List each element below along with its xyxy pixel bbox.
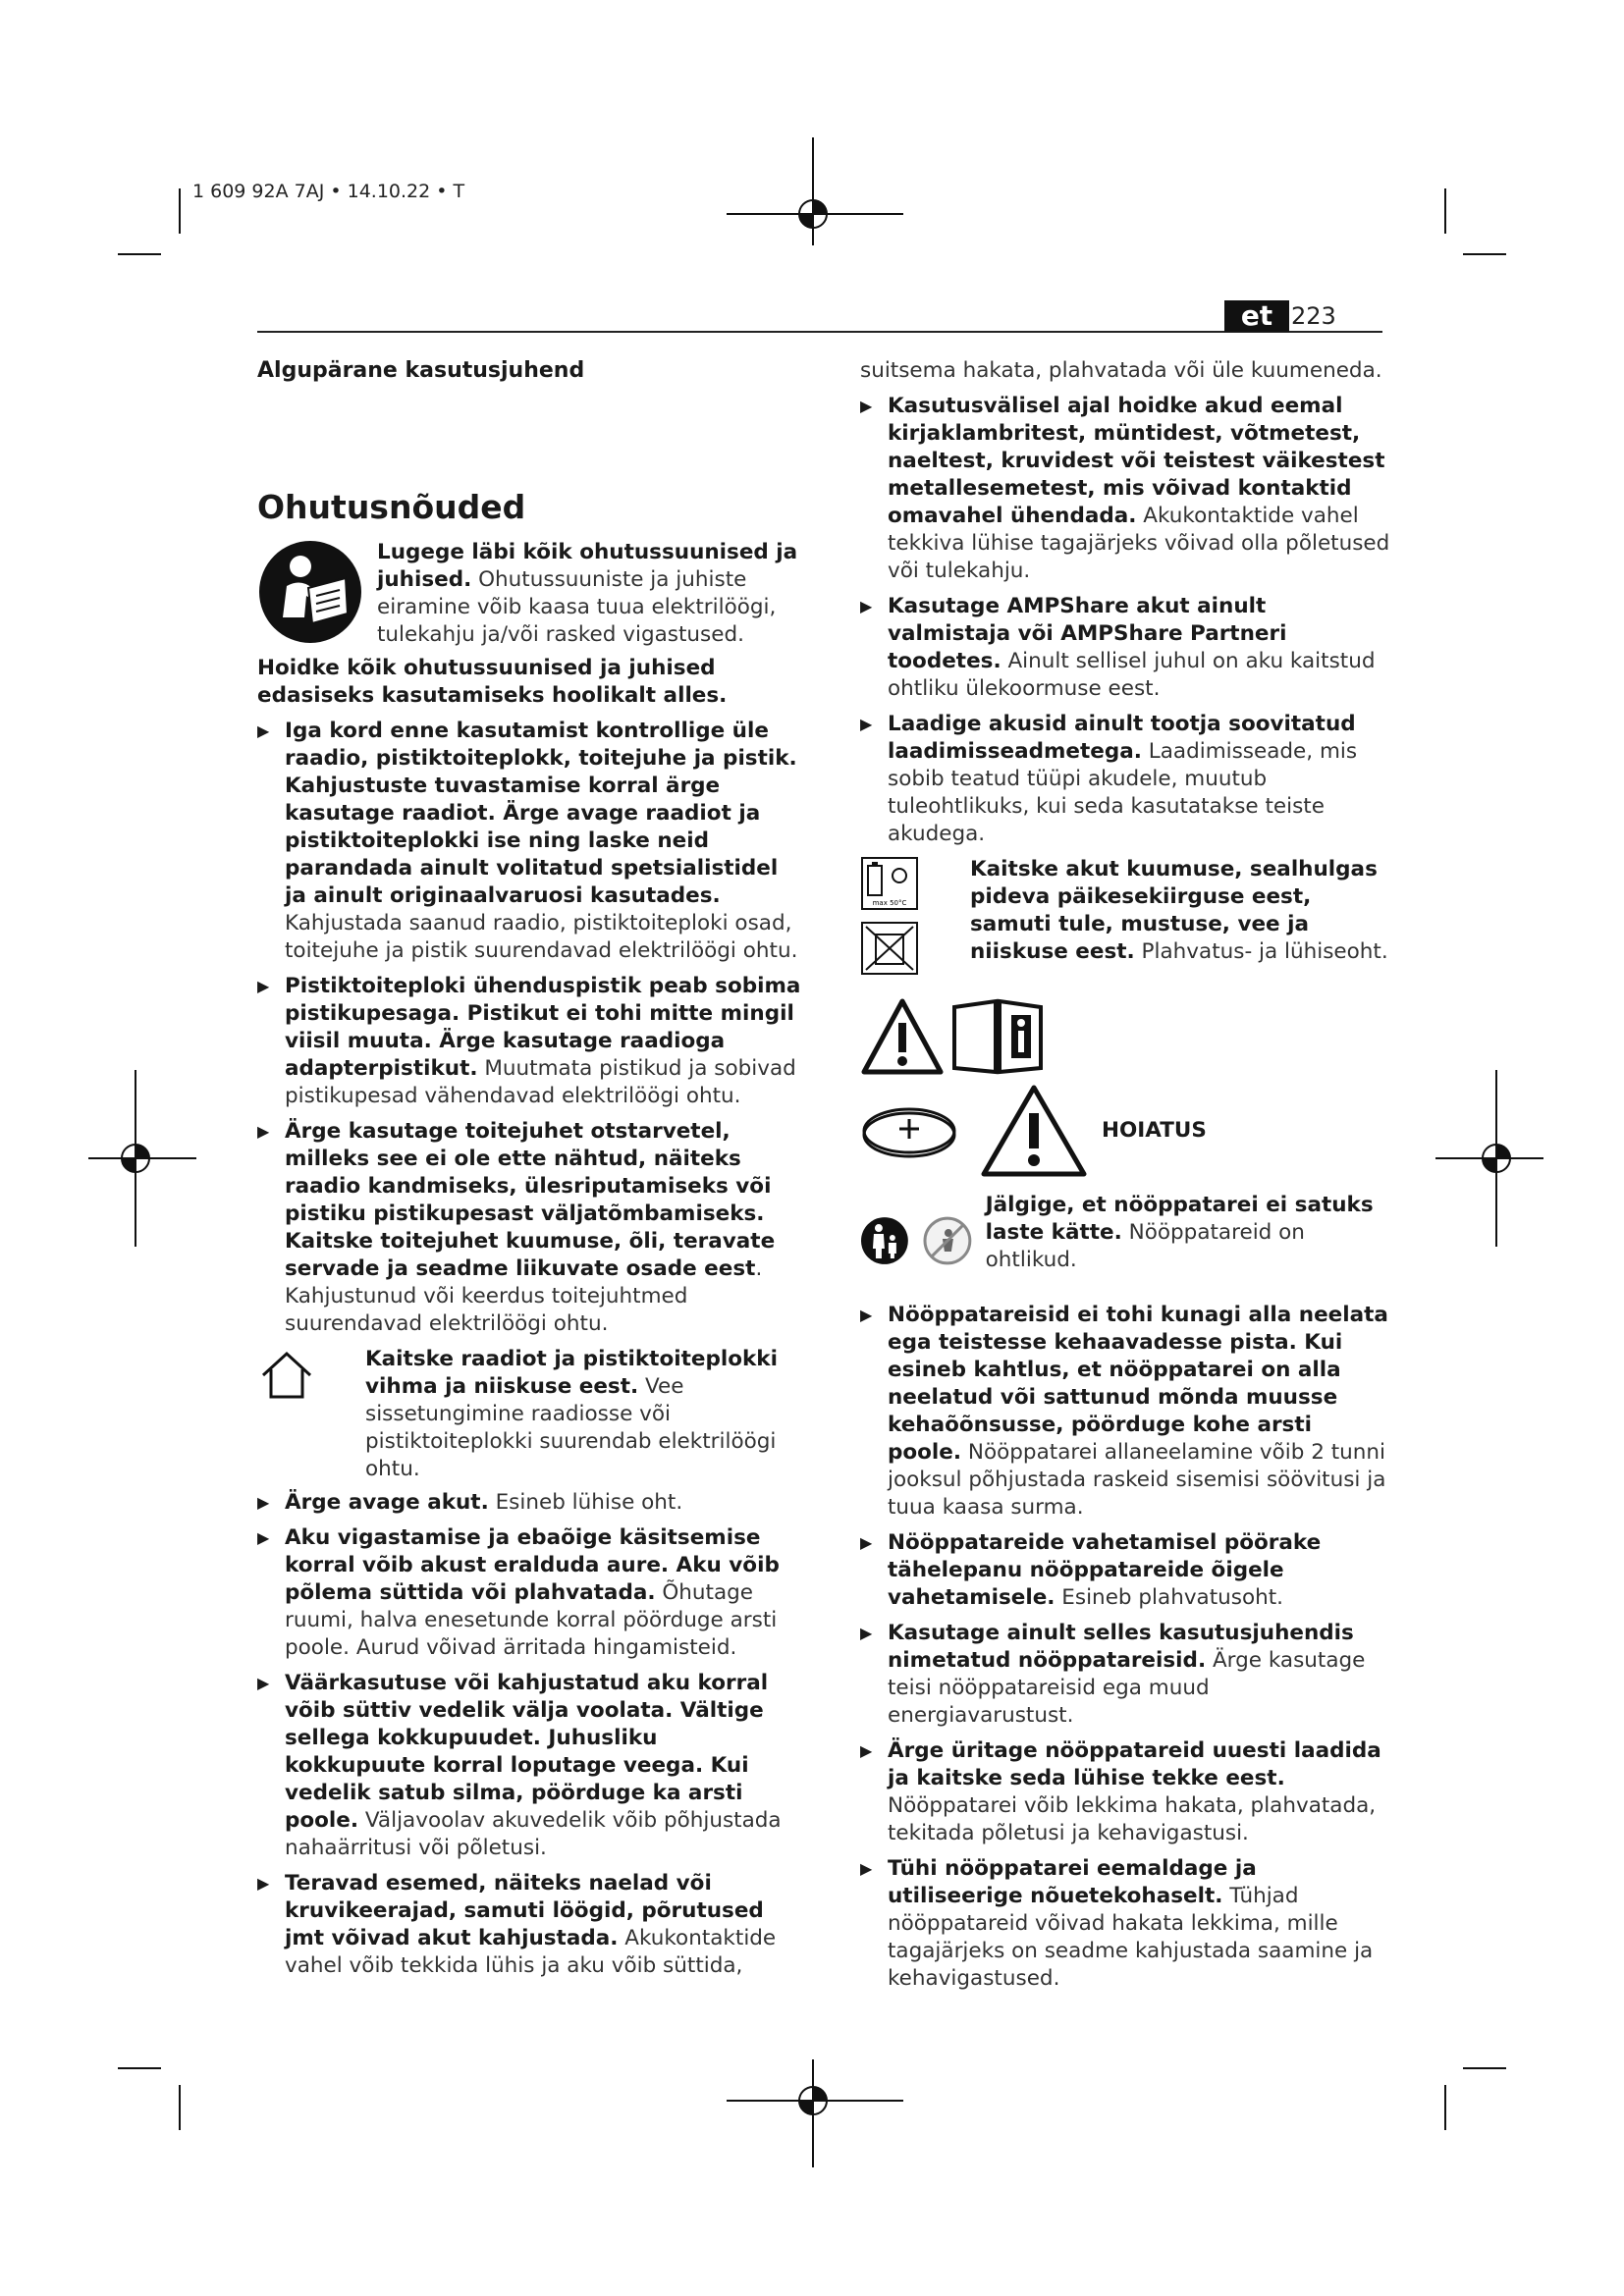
crop-mark-bottom-left-v bbox=[179, 2085, 181, 2130]
list-item: ▶ Teravad esemed, näiteks naelad või kruvikeerajad, samuti löögid, põrutused jmt võivad akut kahjustada. Akukontaktide vahel võib tekkida lühis ja aku võib süttida, bbox=[257, 1871, 777, 1978]
crop-mark-top-right-v bbox=[1444, 188, 1446, 234]
list-item: ▶ Väärkasutuse või kahjustatud aku korral võib süttiv vedelik välja voolata. Vältige sellega kokkupuudet. Juhusliku kokkupuute korral loputage veega. Kui vedelik satub silma, pöörduge ka arsti poole. Väljavoolav akuvedelik võib põhjustada nahaärritusi või põletusi. bbox=[257, 1671, 782, 1860]
warning-triangle-icon bbox=[980, 1084, 1088, 1178]
read-manual-icon bbox=[257, 539, 377, 645]
header-rule bbox=[257, 331, 1382, 333]
bullet-arrow-icon: ▶ bbox=[257, 721, 270, 740]
intro-normal: Ohutussuuniste ja juhiste eiramine võib kaasa tuua elektrilöögi, tulekahju ja/või rasked vigastused. bbox=[377, 567, 777, 647]
print-code: 1 609 92A 7AJ • 14.10.22 • T bbox=[192, 181, 465, 202]
continuation-text: suitsema hakata, plahvatada või üle kuumeneda. bbox=[860, 358, 1382, 383]
child-adult-icon bbox=[860, 1192, 909, 1290]
language-tag: et bbox=[1224, 300, 1289, 332]
rain-protection-notice: Kaitske raadiot ja pistiktoiteplokki vihma ja niiskuse eest. Vee sissetungimine raadiosse või pistiktoiteplokki suurendab elektrilöögi ohtu. bbox=[257, 1346, 802, 1483]
left-column bbox=[257, 357, 802, 1988]
bullet-arrow-icon: ▶ bbox=[860, 1306, 873, 1324]
list-item: ▶ Laadige akusid ainult tootja soovitatud laadimisseadmetega. Laadimisseade, mis sobib teatud tüüpi akudele, muutub tuleohtlikuks, kui seda kasutatakse teiste akudega. bbox=[860, 712, 1358, 846]
crop-mark-top-left-v bbox=[179, 188, 181, 234]
battery-no-fire-icon bbox=[860, 921, 919, 976]
bullet-arrow-icon: ▶ bbox=[860, 1533, 873, 1552]
heat-icon-label: max 50°C bbox=[872, 899, 907, 907]
list-item: ▶ Nööppatareisid ei tohi kunagi alla neelata ega teistesse kehaavadesse pista. Kui esineb kahtlus, et nööppatarei on alla neelatud või sattunud mõnda muusse kehaõõnsusse, pöörduge kohe arsti poole. Nööppatarei allaneelamine võib 2 tunni jooksul põhjustada raskeid sisemisi söövitusi ja tuua kaasa surma. bbox=[860, 1303, 1388, 1520]
registration-mark-top bbox=[727, 137, 903, 245]
section-title: Ohutusnõuded bbox=[257, 488, 526, 526]
page-number: 223 bbox=[1291, 302, 1336, 330]
list-item: ▶ Kasutage ainult selles kasutusjuhendis nimetatud nööppatareisid. Ärge kasutage teisi nööppatareisid ega muud energiavarustust. bbox=[860, 1621, 1366, 1728]
list-item: ▶ Kasutage AMPShare akut ainult valmistaja või AMPShare Partneri toodetes. Ainult sellisel juhul on aku kaitstud ohtliku ülekoormuse eest. bbox=[860, 594, 1376, 701]
bullet-arrow-icon: ▶ bbox=[860, 1624, 873, 1642]
battery-heat-icon bbox=[860, 856, 919, 911]
warning-label: HOIATUS bbox=[1102, 1118, 1207, 1143]
bullet-arrow-icon: ▶ bbox=[860, 597, 873, 615]
registration-mark-right bbox=[1435, 1070, 1543, 1247]
list-item: ▶ Ärge avage akut. Esineb lühise oht. bbox=[257, 1490, 683, 1515]
read-manual-book-icon bbox=[950, 997, 1045, 1076]
bullet-arrow-icon: ▶ bbox=[257, 1493, 270, 1512]
bullet-arrow-icon: ▶ bbox=[860, 1859, 873, 1878]
registration-mark-bottom bbox=[727, 2059, 903, 2167]
crop-mark-bottom-left-h bbox=[118, 2067, 161, 2069]
bullet-arrow-icon: ▶ bbox=[257, 977, 270, 995]
no-child-swallow-icon bbox=[923, 1192, 972, 1290]
bullet-arrow-icon: ▶ bbox=[257, 1528, 270, 1547]
heat-protection-notice: max 50°C Kaitske akut kuumuse, sealhulgas pideva päikesekiirguse eest, samuti tule, mustuse, vee ja niiskuse eest. Plahvatus- ja lühiseoht. bbox=[860, 856, 1390, 976]
bullet-arrow-icon: ▶ bbox=[257, 1674, 270, 1692]
warning-manual-icons bbox=[860, 997, 1390, 1076]
list-item: ▶ Pistiktoiteploki ühenduspistik peab sobima pistikupesaga. Pistikut ei tohi mitte mingil viisil muuta. Ärge kasutage raadioga adapterpistikut. Muutmata pistikud ja sobivad pistikupesad vähendavad elektrilöögi ohtu. bbox=[257, 974, 801, 1108]
list-item: ▶ Tühi nööppatarei eemaldage ja utiliseerige nõuetekohaselt. Tühjad nööppatareid võivad hakata lekkima, mille tagajärjeks on seadme kahjustada saamine ja kehavigastused. bbox=[860, 1856, 1374, 1991]
house-rain-icon bbox=[257, 1346, 365, 1405]
bullet-arrow-icon: ▶ bbox=[860, 1741, 873, 1760]
bullet-arrow-icon: ▶ bbox=[257, 1874, 270, 1893]
warning-row bbox=[860, 1084, 1390, 1178]
bullet-arrow-icon: ▶ bbox=[860, 715, 873, 733]
list-item: ▶ Ärge üritage nööppatareid uuesti laadida ja kaitske seda lühise tekke eest. Nööppatarei võib lekkima hakata, plahvatada, tekitada põletusi ja kehavigastusi. bbox=[860, 1738, 1381, 1845]
warning-triangle-icon bbox=[860, 997, 945, 1076]
list-item: ▶ Ärge kasutage toitejuhet otstarvetel, milleks see ei ole ette nähtud, näiteks raadio kandmiseks, ülesriputamiseks või pistiku pistikupesast väljatõmbamiseks. Kaitske toitejuhet kuumuse, õli, teravate servade ja seadme liikuvate osade eest. Kahjustunud või keerdus toitejuhtmed suurendavad elektrilöögi ohtu. bbox=[257, 1119, 776, 1336]
document-title: Algupärane kasutusjuhend bbox=[257, 358, 585, 383]
list-item: ▶ Nööppatareide vahetamisel pöörake tähelepanu nööppatareide õigele vahetamisele. Esineb plahvatusoht. bbox=[860, 1530, 1322, 1610]
button-cell-battery-icon bbox=[860, 1101, 958, 1160]
bullet-arrow-icon: ▶ bbox=[257, 1122, 270, 1141]
registration-mark-left bbox=[88, 1070, 196, 1247]
crop-mark-top-right-h bbox=[1463, 253, 1506, 255]
list-item: ▶ Kasutusvälisel ajal hoidke akud eemal kirjaklambritest, müntidest, võtmetest, naeltest, kruvidest või teistest väikestest metallesemetest, mis võivad kontaktid omavahel ühendada. Akukontaktide vahel tekkiva lühise tagajärjeks võivad olla põletused või tulekahju. bbox=[860, 394, 1390, 583]
keep-instructions-notice: Hoidke kõik ohutussuunised ja juhised edasiseks kasutamiseks hoolikalt alles. bbox=[257, 656, 728, 708]
crop-mark-bottom-right-h bbox=[1463, 2067, 1506, 2069]
list-item: ▶ Aku vigastamise ja ebaõige käsitsemise korral võib akust eralduda aure. Aku võib põlema süttida või plahvatada. Õhutage ruumi, halva enesetunde korral pöörduge arsti poole. Aurud võivad ärritada hingamisteid. bbox=[257, 1525, 780, 1660]
crop-mark-bottom-right-v bbox=[1444, 2085, 1446, 2130]
button-cell-children-notice: Jälgige, et nööppatarei ei satuks laste kätte. Nööppatareid on ohtlikud. bbox=[860, 1192, 1390, 1290]
intro-bold: Lugege läbi kõik ohutussuunised ja juhised. bbox=[377, 540, 798, 592]
right-column bbox=[860, 357, 1390, 2001]
bullet-arrow-icon: ▶ bbox=[860, 397, 873, 415]
crop-mark-top-left-h bbox=[118, 253, 161, 255]
list-item: ▶ Iga kord enne kasutamist kontrollige üle raadio, pistiktoiteplokk, toitejuhe ja pistik. Kahjustuste tuvastamise korral ärge kasutage raadiot. Ärge avage raadiot ja pistiktoiteplokki ise ning laske neid parandada ainult volitatud spetsialistidel ja ainult originaalvaruosi kasutades. Kahjustada saanud raadio, pistiktoiteploki osad, toitejuhe ja pistik suurendavad elektrilöögi ohtu. bbox=[257, 719, 798, 963]
read-manual-notice bbox=[257, 539, 802, 649]
